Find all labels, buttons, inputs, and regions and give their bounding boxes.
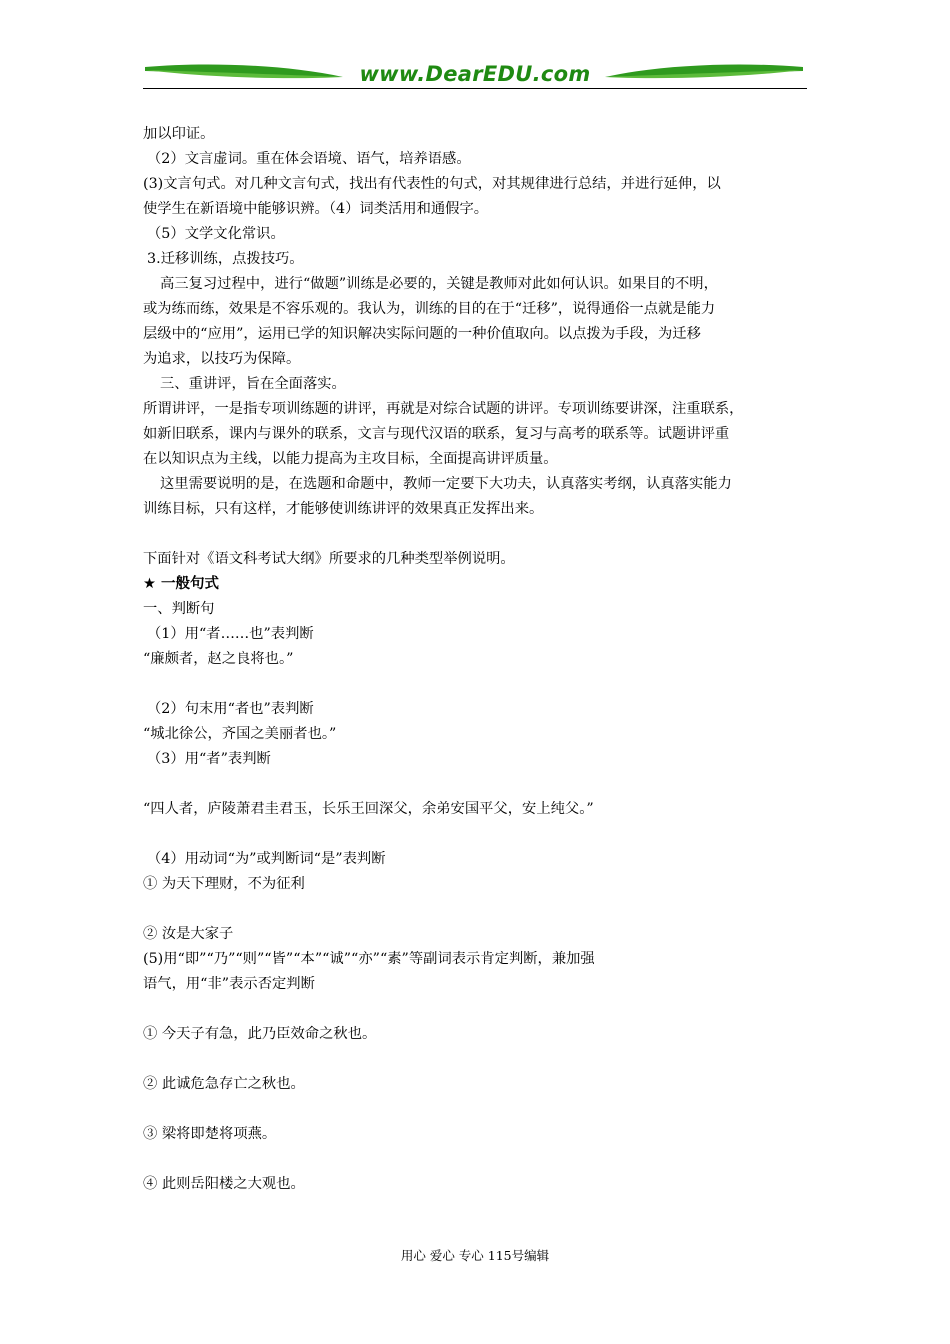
text-line: 高三复习过程中，进行“做题”训练是必要的，关键是教师对此如何认识。如果目的不明， xyxy=(160,276,718,292)
text-line: ④ 此则岳阳楼之大观也。 xyxy=(143,1176,305,1192)
text-line: ① 今天子有急，此乃臣效命之秋也。 xyxy=(143,1026,377,1042)
text-line: (5)用“即”“乃”“则”“皆”“本”“诚”“亦”“素”等副词表示肯定判断，兼加强 xyxy=(143,951,595,967)
text-line: 为追求，以技巧为保障。 xyxy=(143,351,301,367)
text-line: 三、重讲评，旨在全面落实。 xyxy=(160,376,346,392)
text-line: 训练目标，只有这样，才能够使训练讲评的效果真正发挥出来。 xyxy=(143,501,544,517)
text-line: （5）文学文化常识。 xyxy=(147,226,285,242)
text-line: 在以知识点为主线，以能力提高为主攻目标，全面提高讲评质量。 xyxy=(143,451,558,467)
text-line: “四人者，庐陵萧君圭君玉，长乐王回深父，余弟安国平父，安上纯父。” xyxy=(143,801,594,817)
page-footer: 用心 爱心 专心 115号编辑 xyxy=(400,1248,550,1263)
text-line: 下面针对《语文科考试大纲》所要求的几种类型举例说明。 xyxy=(143,551,515,567)
text-line: 3.迁移训练，点拨技巧。 xyxy=(147,251,304,267)
text-line: 或为练而练，效果是不容乐观的。我认为，训练的目的在于“迁移”，说得通俗一点就是能力 xyxy=(143,301,716,317)
document-body xyxy=(143,122,807,1197)
text-line: 语气，用“非”表示否定判断 xyxy=(143,976,315,992)
text-line: （2）文言虚词。重在体会语境、语气，培养语感。 xyxy=(147,151,471,167)
page-header xyxy=(143,58,807,92)
text-line: （4）用动词“为”或判断词“是”表判断 xyxy=(147,851,386,867)
text-line: （3）用“者”表判断 xyxy=(147,751,271,767)
site-logo-text[interactable]: www.DearEDU.com xyxy=(359,62,591,86)
text-line: “城北徐公，齐国之美丽者也。” xyxy=(143,726,337,742)
text-line: “廉颇者，赵之良将也。” xyxy=(143,651,294,667)
text-line: ② 此诚危急存亡之秋也。 xyxy=(143,1076,305,1092)
text-line: 使学生在新语境中能够识辨。（4）词类活用和通假字。 xyxy=(143,201,489,217)
header-divider xyxy=(143,88,807,89)
text-line: (3)文言句式。对几种文言句式，找出有代表性的句式，对其规律进行总结，并进行延伸，以 xyxy=(143,176,721,192)
text-line: 加以印证。 xyxy=(143,126,215,142)
text-line: ③ 梁将即楚将项燕。 xyxy=(143,1126,277,1142)
section-heading: ★ 一般句式 xyxy=(143,576,220,592)
text-line: （1）用“者……也”表判断 xyxy=(147,626,314,642)
text-line: ② 汝是大家子 xyxy=(143,926,234,942)
text-line: 如新旧联系，课内与课外的联系，文言与现代汉语的联系，复习与高考的联系等。试题讲评重 xyxy=(143,426,730,442)
text-line: ① 为天下理财，不为征利 xyxy=(143,876,305,892)
text-line: 一、判断句 xyxy=(143,601,215,617)
text-line: （2）句末用“者也”表判断 xyxy=(147,701,314,717)
text-line: 所谓讲评，一是指专项训练题的讲评，再就是对综合试题的讲评。专项训练要讲深，注重联系， xyxy=(143,401,744,417)
text-line: 这里需要说明的是，在选题和命题中，教师一定要下大功夫，认真落实考纲，认真落实能力 xyxy=(160,476,732,492)
text-line: 层级中的“应用”，运用已学的知识解决实际问题的一种价值取向。以点拨为手段，为迁移 xyxy=(143,326,701,342)
